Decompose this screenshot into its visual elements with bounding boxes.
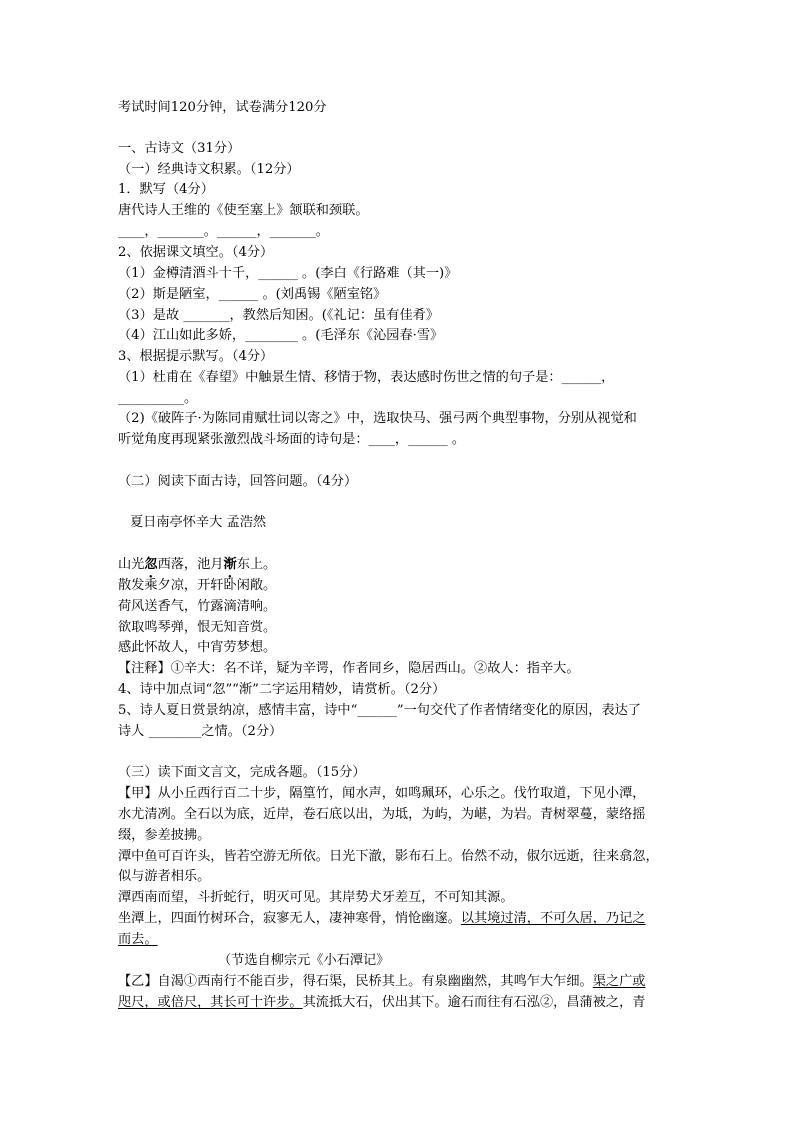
- q2-item: （2）斯是陋室，______ 。(刘禹锡《陋室铭》: [118, 287, 387, 302]
- q2-item: （3）是故 _______，教然后知困。(《礼记：虽有佳肴》: [118, 308, 440, 323]
- poem-text: 西落，池月: [157, 557, 224, 572]
- q2-item: （1）金樽清酒斗十千，______ 。(李白《行路难（其一)》: [118, 266, 458, 281]
- passage-jia-line: 【甲】从小丘西行百二十步，隔篁竹，闻水声，如鸣珮环，心乐之。伐竹取道，下见小潭，: [118, 786, 646, 801]
- poem-line: 感此怀故人，中宵劳梦想。: [118, 640, 277, 655]
- poem-line: 荷风送香气，竹露滴清响。: [118, 599, 277, 614]
- q2-title: 2、依据课文填空。（4分）: [118, 245, 274, 260]
- passage-text: 【乙】自渴①西南行不能百步，得石渠，民桥其上。有泉幽幽然，其鸣乍大乍细。: [118, 974, 593, 989]
- exam-info: 考试时间120分钟，试卷满分120分: [118, 100, 327, 115]
- q3-title: 3、根据提示默写。（4分）: [118, 349, 274, 364]
- poem-note: 【注释】①辛大：名不详，疑为辛谔，作者同乡，隐居西山。②故人：指辛大。: [118, 661, 580, 676]
- part1-title: （一）经典诗文积累。（12分）: [118, 162, 300, 177]
- passage-yi-line: [118, 993, 646, 1013]
- poem-text: 山光: [118, 557, 145, 572]
- passage-text: 坐潭上，四面竹树环合，寂寥无人，凄神寒骨，悄怆幽邃。: [118, 911, 461, 926]
- passage-jia-line: 似与游者相乐。: [118, 869, 211, 884]
- poem-line: 欲取鸣琴弹，恨无知音赏。: [118, 620, 277, 635]
- part3-title: （三）读下面文言文，完成各题。（15分）: [118, 765, 366, 780]
- q3-item1-line1: （1）杜甫在《春望》中触景生情、移情于物，表达感时伤世之情的句子是：______，: [118, 370, 615, 385]
- underlined-sentence: 咫尺，或倍尺，其长可十许步。: [118, 995, 303, 1010]
- poem-title: 夏日南亭怀辛大 孟浩然: [130, 515, 267, 530]
- q1-title: 1．默写（4分）: [118, 182, 214, 197]
- poem-line: 散发乘夕凉，开轩卧闲敞。: [118, 578, 277, 593]
- emphasis-word-hu: 忽: [144, 557, 158, 572]
- q1-blanks: ____，_______。______，_______。: [118, 224, 329, 239]
- passage-jia-line: 水尤清冽。全石以为底，近岸，卷石底以出，为坻，为屿，为嵁，为岩。青树翠蔓，蒙络摇: [118, 807, 646, 822]
- section-title: 一、古诗文（31分）: [118, 141, 241, 156]
- q4: 4、诗中加点词“忽”“渐”二字运用精妙，请赏析。（2分）: [118, 682, 446, 697]
- passage-source: （节选自柳宗元《小石潭记》: [218, 953, 390, 968]
- passage-jia-line: 潭中鱼可百许头，皆若空游无所依。日光下澈，影布石上。佁然不动，俶尔远逝，往来翕忽，: [118, 849, 659, 864]
- part2-title: （二）阅读下面古诗，回答问题。（4分）: [118, 474, 358, 489]
- q3-item2-line1: （2)《破阵子·为陈同甫赋壮词以寄之》中，选取快马、强弓两个典型事物，分别从视觉和: [118, 411, 637, 426]
- underlined-sentence: 渠之广或: [592, 974, 646, 989]
- q3-item1-line2: __________。: [118, 391, 198, 406]
- poem-text: 东上。: [236, 557, 277, 572]
- passage-jia-line: 缀，参差披拂。: [118, 828, 211, 843]
- q2-item: （4）江山如此多娇，________ 。(毛泽东《沁园春·雪》: [118, 328, 444, 343]
- q5-line1: 5、诗人夏日赏景纳凉，感情丰富，诗中“______”一句交代了作者情绪变化的原因，表达了: [118, 703, 641, 718]
- underlined-sentence: 以其境过清，不可久居，乃记之: [460, 911, 646, 926]
- underlined-sentence: 而去。: [118, 932, 158, 947]
- emphasis-word-jian: 渐: [223, 557, 237, 572]
- q1-desc: 唐代诗人王维的《使至塞上》颔联和颈联。: [118, 203, 369, 218]
- passage-yi-line: [118, 972, 646, 992]
- passage-jia-line: [118, 909, 646, 929]
- passage-jia-line: 潭西南而望，斗折蛇行，明灭可见。其岸势犬牙差互，不可知其源。: [118, 890, 514, 905]
- q3-item2-line2: 听觉角度再现紧张激烈战斗场面的诗句是：____，______ 。: [118, 432, 466, 447]
- passage-text: 其流抵大石，伏出其下。逾石而往有石泓②，昌蒲被之，青: [302, 995, 646, 1010]
- q5-line2: 诗人 ________之情。（2分）: [118, 724, 283, 739]
